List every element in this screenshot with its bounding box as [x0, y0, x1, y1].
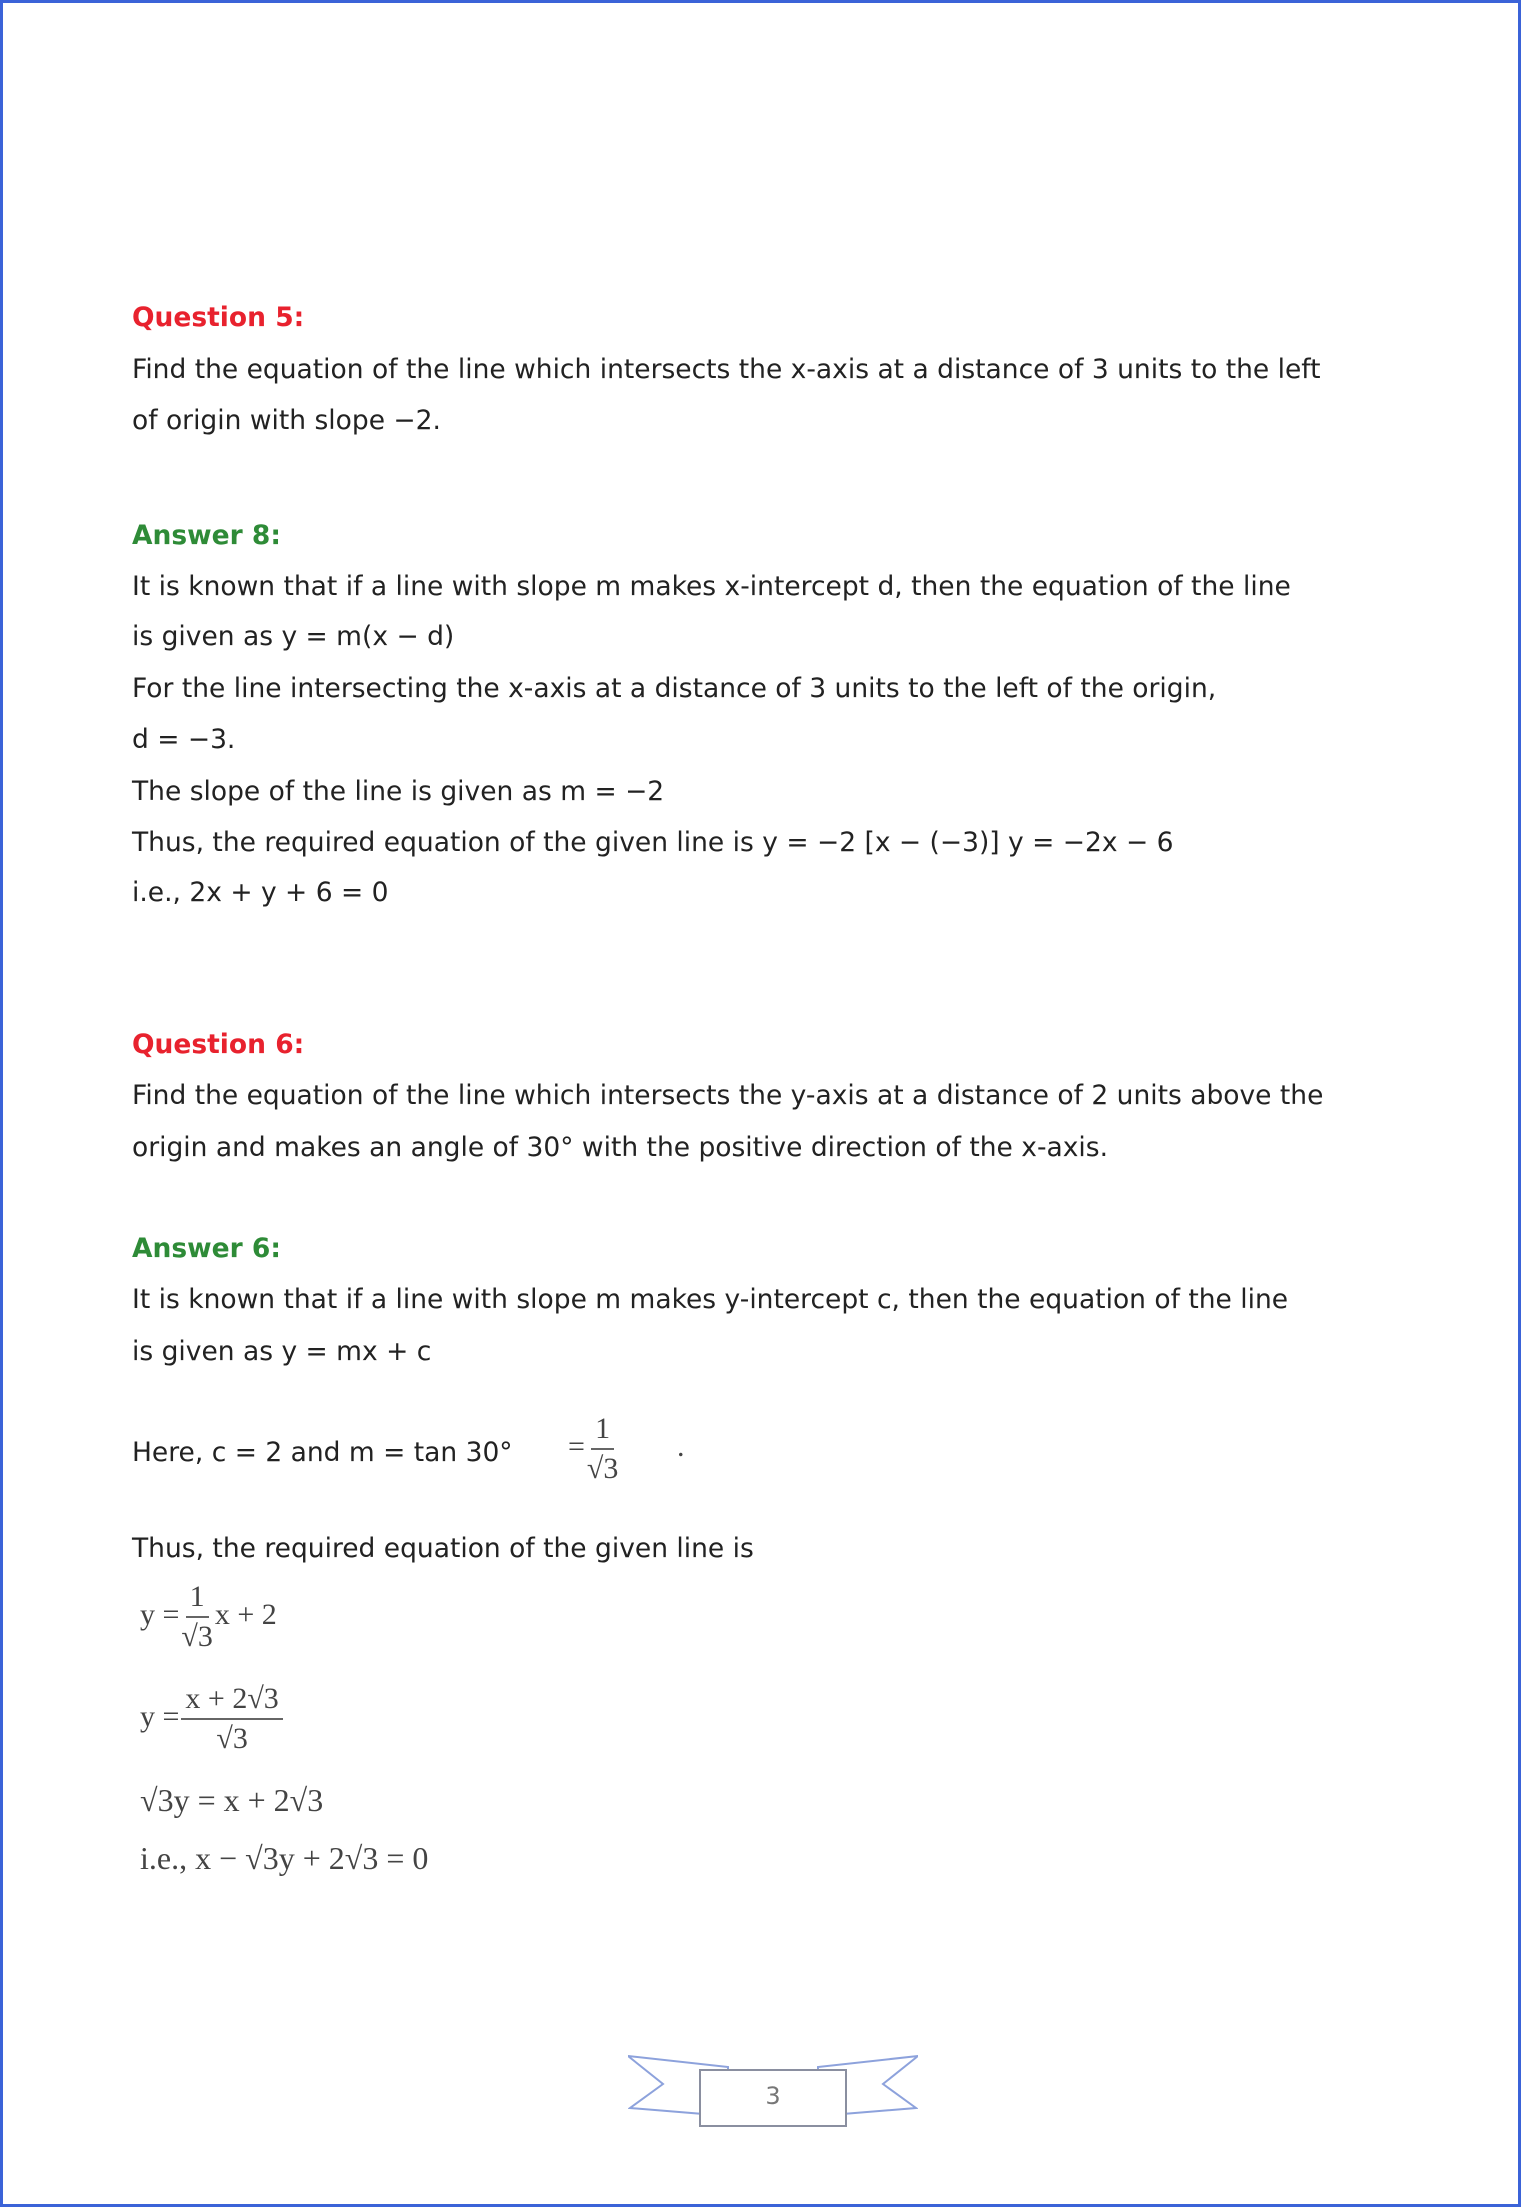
question-5-heading: Question 5: [132, 302, 305, 333]
answer-5-text: For the line intersecting the x-axis at a distance of 3 units to the left of the origin, [132, 673, 1217, 704]
answer-5-text: d = −3. [132, 724, 236, 755]
page-number: 3 [765, 2082, 781, 2110]
answer-5-text: The slope of the line is given as m = −2 [132, 776, 665, 807]
question-6-text: origin and makes an angle of 30° with the positive direction of the x-axis. [132, 1132, 1109, 1163]
fraction [181, 1680, 282, 1758]
answer-6-text: It is known that if a line with slope m makes y-intercept c, then the equation of the line [132, 1284, 1289, 1315]
fraction [181, 1578, 212, 1656]
answer-5-text: i.e., 2x + y + 6 = 0 [132, 877, 389, 908]
eq-lhs: y = [140, 1699, 180, 1733]
answer-5-heading: Answer 8: [132, 520, 281, 551]
question-5-text: of origin with slope −2. [132, 405, 441, 436]
eq-rhs: x + 2 [214, 1597, 277, 1631]
question-5-text: Find the equation of the line which intersects the x-axis at a distance of 3 units to the left [132, 354, 1321, 385]
equals-sign: = [568, 1429, 585, 1463]
equation-2 [140, 1680, 285, 1758]
denominator: √3 [216, 1722, 248, 1755]
answer-6-text: Thus, the required equation of the given line is [132, 1533, 754, 1564]
period: . [677, 1430, 685, 1463]
question-6-heading: Question 6: [132, 1029, 305, 1060]
answer-6-text: is given as y = mx + c [132, 1336, 432, 1367]
answer-5-text: It is known that if a line with slope m makes x-intercept d, then the equation of the line [132, 571, 1291, 602]
numerator: 1 [591, 1410, 614, 1450]
answer-6-heading: Answer 6: [132, 1233, 281, 1264]
denominator: √3 [586, 1452, 619, 1485]
numerator: x + 2√3 [181, 1680, 282, 1720]
equation-1 [140, 1578, 277, 1656]
fraction [587, 1410, 618, 1488]
numerator: 1 [186, 1578, 209, 1618]
eq-lhs: y = [140, 1597, 180, 1631]
equation-3: √3y = x + 2√3 [140, 1782, 324, 1818]
answer-5-text: Thus, the required equation of the given line is y = −2 [x − (−3)] y = −2x − 6 [132, 827, 1174, 858]
denominator: √3 [181, 1620, 213, 1653]
answer-6-text: Here, c = 2 and m = tan 30° [132, 1437, 513, 1468]
slope-value-formula [568, 1410, 620, 1488]
question-6-text: Find the equation of the line which intersects the y-axis at a distance of 2 units above the [132, 1080, 1324, 1111]
answer-5-text: is given as y = m(x − d) [132, 621, 455, 652]
equation-4: i.e., x − √3y + 2√3 = 0 [140, 1840, 429, 1876]
